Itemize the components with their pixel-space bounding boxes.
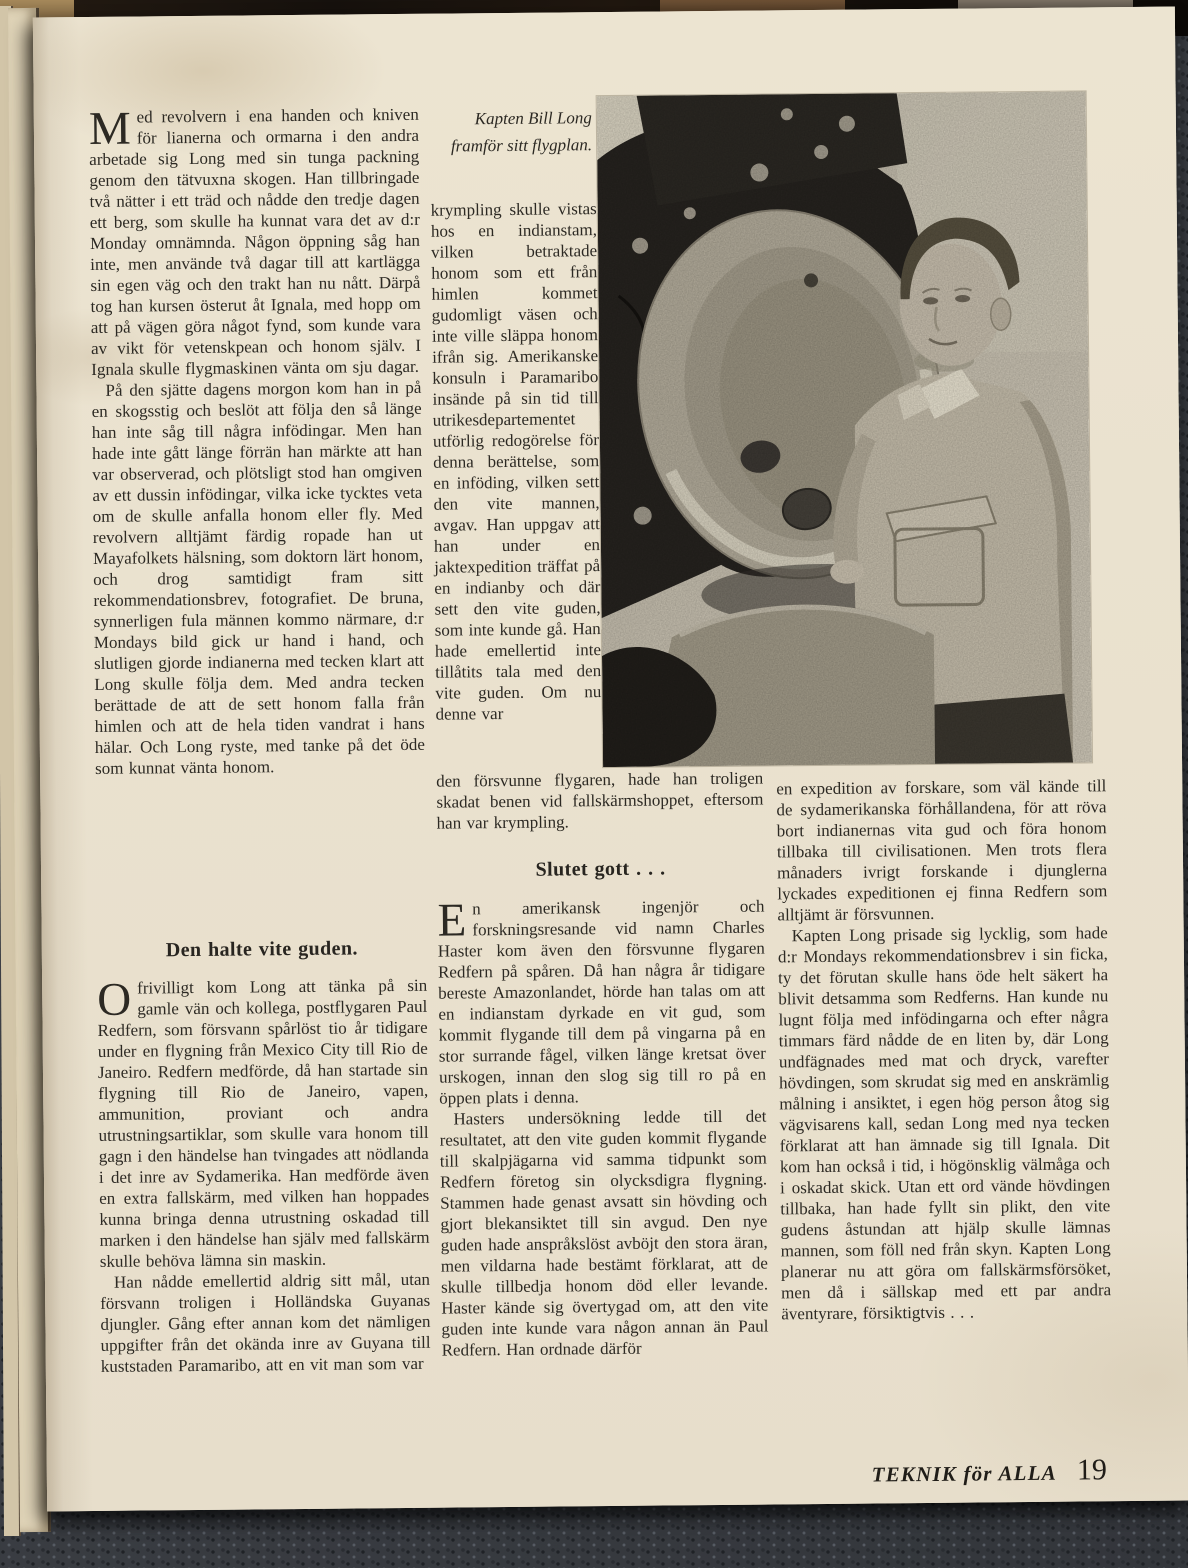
column-1-bottom [97,938,431,1377]
paragraph-7: En amerikansk ingenjör och forskningsresande vid namn Charles Haster kom även den försvunne flygaren Redfern på spåren. Då han några år tidigare bereste Amazonlandet, hörde han talas om att en indianstam dyrkade en vit gud, som kommit flygande till dem på vingarna på en stor surrande fågel, vilken länge kretsat över urskogen, innan den slog sig till ro på en öppen plats i denna. [437,894,767,1108]
paragraph-3: Ofrivilligt kom Long att tänka på sin gamle vän och kollega, postflygaren Paul Redfern, som försvann spårlöst tio år tidigare under en flygning från Mexico City till Rio de Janeiro. Redfern medförde, då han startade sin flygning till Rio de Janeiro, vapen, ammunition, proviant och andra utrustningsartiklar, som skulle vara honom till gagn i den händelse han tvingades att nödlanda i det inre av Sydamerika. Han medförde även en extra fallskärm, med vilken han hoppades kunna bringa denna utrustning oskadad till marken i den händelse han själv med fallskärm skulle behöva lämna sin maskin. [97,973,430,1271]
magazine-page [33,7,1188,1512]
paragraph-2: På den sjätte dagens morgon kom han in på en skogsstig och beslöt att följa den så länge han inte såg till några infödingar. Men han hade inte gått länge förrän han märkte att han var observerad, och plötsligt stod han omgiven av ett dussin infödingar, vilka icke tycktes veta om de skulle anfalla honom eller fly. Med revolvern alltjämt färdig ropade han ut Mayafolkets hälsning, som doktorn lärt honom, och drog samtidigt fram sitt rekommendationsbrev, fotografiet. De bruna, synnerligen fula männen kommo närmare, d:r Mondays bild gick ur hand i hand, och slutligen gjorde indianerna med tecken klart att Long skulle följa dem. Med andra tecken berättade de att de sett honom falla från himlen och att de hela tiden vandrat i hans hälar. Och Long ryste, med tanke på det öde som kunnat vänta honom. [91,377,425,778]
paragraph-1: Med revolvern i ena handen och kniven för lianerna och ormarna i den andra arbetade sig Long med sin tunga packning genom den tätvuxna skogen. Han tillbringade två nätter i ett träd och nådde den tredje dagen ett berg, som skulle ha kunnat vara det av d:r Monday omnämnda. Någon öppning såg han inte, men använde två dagar till att kartlägga sin egen väg och den trakt han nu nått. Därpå tog han kursen österut åt Ignala, med hopp om att på vägen göra något fynd, som kunde vara av vikt för vetenskpean och honom själv. I Ignala skulle flygmaskinen vänta om sju dagar. [88,102,422,379]
magazine-title: TEKNIK för ALLA [871,1460,1057,1487]
column-1-top [89,104,425,779]
dropcap-O: O [97,973,132,1026]
section-heading-den-halte-vite-guden: Den halte vite guden. [165,937,358,962]
paragraph-6: den försvunne flygaren, hade han troligen skadat benen vid fallskärmshoppet, eftersom han var krympling. [436,768,764,833]
section-heading-slutet-gott: Slutet gott . . . [535,857,666,881]
paragraph-4: Han nådde emellertid aldrig sitt mål, utan försvann troligen i Holländska Guyanas djungler. Gång efter annan kom det nämligen uppgifter från det okända inre av Guyana till kuststaden Paramaribo, att en vit man som var [100,1269,431,1376]
paragraph-9: en expedition av forskare, som väl kände till de sydamerikanska förhållandena, för att röva bort indianernas vita gud och föra honom tillbaka till civilisationen. Men trots flera månaders ivrigt forskande i djunglerna lyckades expeditionen ej finna Redfern som alltjämt är försvunnen. [776,776,1108,925]
photo-caption: Kapten Bill Long framför sitt flygplan. [450,108,593,156]
page-number: 19 [1076,1453,1108,1487]
page-footer [871,1453,1107,1489]
photo-grain-overlay [597,91,1092,767]
dropcap-M: M [88,102,131,155]
column-2-wide [436,768,769,1361]
column-3 [776,775,1111,1324]
paragraph-10: Kapten Long prisade sig lycklig, som hade d:r Mondays rekommendationsbrev i sin ficka, ty det förutan skulle hans öde helt säkert ha blivit detsamma som Redferns. Han kunde nu lugnt följa med infödingarna och efter några timmars färd nådde de en liten by, där Long undfägnades med mat och dryck, varefter hövdingen, som skrudat sig med en anskrämlig målning i ansiktet, i egen hög person åtog sig vägvisarens kall, sedan Long med nya tecken förklarat att han ämnade sig till Ignala. Dit kom han också i tid, i högönsklig välmåga och i oskadat skick. Utan ett ord vände hövdingen tillbaka, han hade fyllt sin plikt, den vite gudens åstundan att hjälp skulle lämnas mannen, som föll ned från skyn. Kapten Long planerar nu att göra om fallskärmsförsöket, men då i sällskap med ett par andra äventyrare, försiktigtvis . . . [777,923,1112,1324]
paragraph-8: Hasters undersökning ledde till det resultatet, att den vite guden kommit flygande till skalpjägarna vid samma tidpunkt som Redfern företog sin olycksdigra flygning. Stammen hade genast avsatt sin hövding och gjort blekansiktet till sin avgud. Den nye guden hade anspråkslöst avböjt den stora äran, men vildarna hade bestämt förklarat, att de skulle tillbedja honom död eller levande. Haster kände sig övertygad om, att den vite guden inte kunde vara någon annan än Paul Redfern. Han ordnade därför [439,1106,769,1360]
paragraph-5: krympling skulle vistas hos en indianstam, vilken betraktade honom som ett från himlen kommet gudomligt väsen och inte ville släppa honom ifrån sig. Amerikanske konsuln i Paramaribo insände på sin tid till utrikesdepartementet utförlig redogörelse för denna berättelse, som en inföding, vilken sett den vite mannen, avgav. Han uppgav att han under en jaktexpedition träffat på en indianby och där sett den vite guden, som inte kunde gå. Han hade emellertid inte tillåtits tala med den vite guden. Om nu denne var [430,199,602,724]
dropcap-E: E [437,894,467,947]
column-2-narrow [431,198,602,725]
photo-bill-long [597,91,1092,767]
